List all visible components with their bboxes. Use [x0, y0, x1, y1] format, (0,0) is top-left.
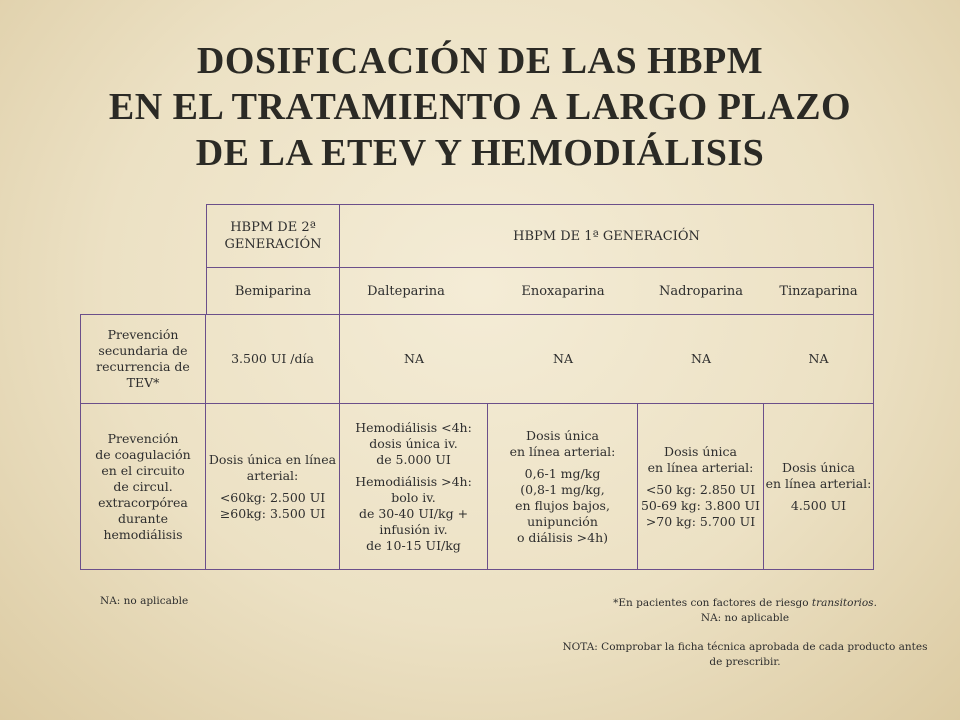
row2-dalteparina-line: bolo iv. [391, 489, 436, 505]
footnote-nota-line1: NOTA: Comprobar la ficha técnica aprobada de cada producto antes [562, 641, 928, 653]
row1-label-line: TEV* [126, 375, 160, 390]
row2-label-line: de circul. [113, 478, 173, 494]
drug-tinzaparina: Tinzaparina [764, 268, 874, 314]
row2-dalteparina-line: infusión iv. [379, 521, 448, 537]
row2-nadroparina-line: <50 kg: 2.850 UI [645, 481, 756, 497]
row1-nadroparina: NA [638, 314, 764, 404]
row2-dalteparina-line: de 30-40 UI/kg + [358, 505, 469, 521]
row2-bemiparina [206, 404, 340, 570]
row2-enoxaparina-line: 0,6-1 mg/kg [524, 465, 601, 481]
row2-dalteparina-line: Hemodiálisis <4h: [355, 419, 472, 435]
row2-nadroparina [638, 404, 764, 570]
row2-bemiparina-line: ≥60kg: 3.500 UI [219, 505, 326, 521]
row2-nadroparina-line: 50-69 kg: 3.800 UI [640, 497, 760, 513]
row2-label-line: Prevención [107, 430, 179, 446]
row1-enoxaparina: NA [488, 314, 638, 404]
header-second-gen-line2: GENERACIÓN [224, 237, 322, 252]
header-first-gen-label: HBPM DE 1ª GENERACIÓN [513, 228, 700, 244]
header-first-generation [340, 204, 874, 268]
row2-dalteparina-line: de 10-15 UI/kg [366, 537, 461, 553]
row2-dalteparina-line: dosis única iv. [369, 435, 458, 451]
row2-dalteparina-line: Hemodiálisis >4h: [355, 473, 472, 489]
footnote-nota-line2: de prescribir. [709, 656, 781, 668]
footnote-na-right: NA: no aplicable [700, 612, 790, 624]
row1-label-line: recurrencia de [96, 359, 190, 374]
row2-dalteparina-line: de 5.000 UI [376, 451, 451, 467]
row2-enoxaparina [488, 404, 638, 570]
header-second-generation [206, 204, 340, 268]
row2-enoxaparina-line: en flujos bajos, [515, 497, 610, 513]
row2-bemiparina-line: <60kg: 2.500 UI [219, 489, 326, 505]
row2-nadroparina-line: >70 kg: 5.700 UI [645, 513, 756, 529]
page-title [0, 38, 960, 176]
row2-tinzaparina-line: en línea arterial: [765, 475, 872, 491]
row2-enoxaparina-line: o diálisis >4h) [516, 529, 609, 545]
row2-label-line: durante [118, 510, 168, 526]
footnote-risk-end: . [873, 597, 877, 609]
row2-nadroparina-line: Dosis única [664, 443, 737, 459]
row2-enoxaparina-line: unipunción [527, 513, 598, 529]
row1-dalteparina: NA [340, 314, 488, 404]
header-second-gen-line1: HBPM DE 2ª [230, 220, 316, 235]
row2-tinzaparina [764, 404, 874, 570]
row1-bemiparina: 3.500 UI /día [206, 314, 340, 404]
row2-bemiparina-line: Dosis única en línea [208, 451, 337, 467]
row2-label-line: en el circuito [101, 462, 185, 478]
row1-label-line: secundaria de [98, 343, 188, 358]
row1-label [80, 314, 206, 404]
footnote-risk-italic: transitorios [811, 597, 874, 609]
row2-dalteparina [340, 404, 488, 570]
footnote-risk-factors [560, 596, 930, 611]
row2-enoxaparina-line: (0,8-1 mg/kg, [520, 481, 605, 497]
title-line-3: DE LA ETEV Y HEMODIÁLISIS [195, 132, 765, 174]
drug-dalteparina: Dalteparina [367, 283, 445, 299]
row2-nadroparina-line: en línea arterial: [647, 459, 754, 475]
drug-bemiparina: Bemiparina [206, 268, 340, 314]
row1-label-line: Prevención [107, 327, 179, 342]
title-line-1: DOSIFICACIÓN DE LAS HBPM [196, 40, 764, 82]
footnote-risk-text: *En pacientes con factores de riesgo [613, 597, 812, 609]
drug-enoxaparina: Enoxaparina [521, 283, 605, 299]
row2-tinzaparina-line: Dosis única [782, 459, 855, 475]
row1-tinzaparina: NA [764, 314, 874, 404]
drug-nadroparina: Nadroparina [658, 283, 744, 299]
row2-label-line: extracorpórea [98, 494, 188, 510]
row2-label-line: hemodiálisis [103, 526, 183, 542]
footnote-na-left: NA: no aplicable [100, 595, 189, 607]
row2-enoxaparina-line: Dosis única [526, 427, 599, 443]
row2-bemiparina-line: arterial: [246, 467, 299, 483]
footnote-right [560, 596, 930, 670]
row2-tinzaparina-line: 4.500 UI [790, 497, 847, 513]
row2-enoxaparina-line: en línea arterial: [509, 443, 616, 459]
row2-label [80, 404, 206, 570]
title-line-2: EN EL TRATAMIENTO A LARGO PLAZO [108, 86, 852, 128]
row2-label-line: de coagulación [95, 446, 191, 462]
